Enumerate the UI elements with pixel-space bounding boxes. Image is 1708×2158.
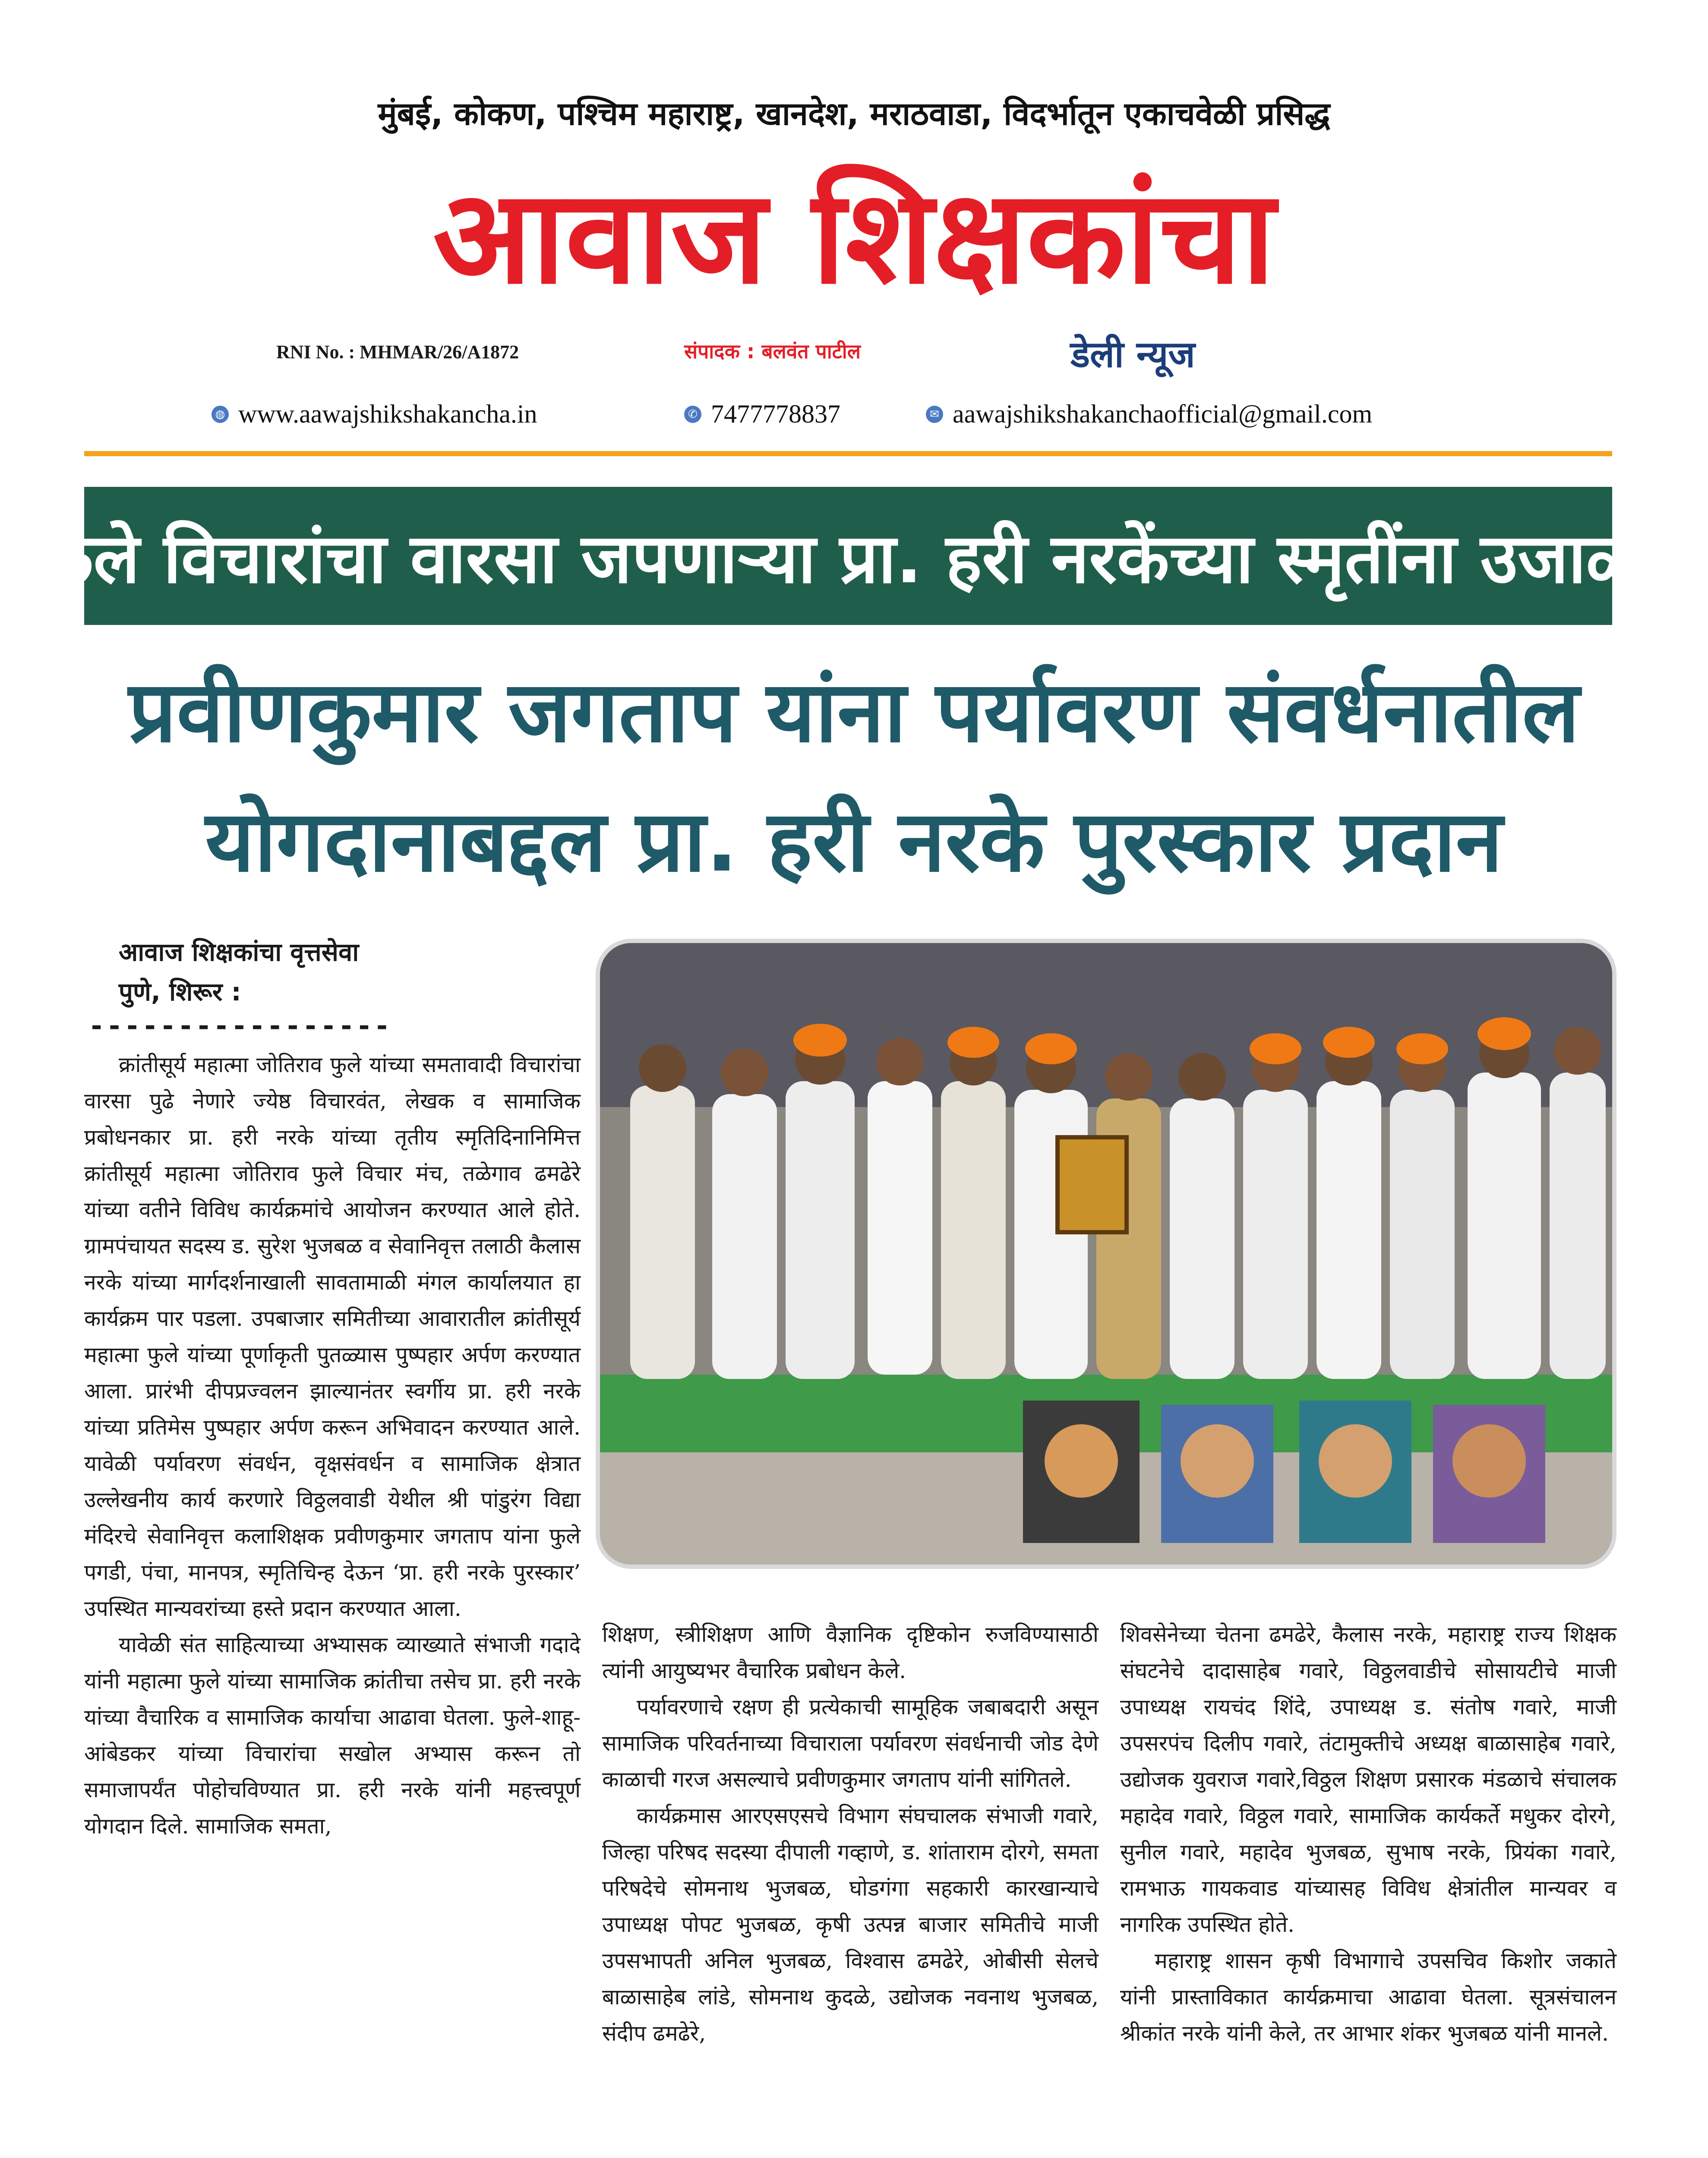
contact-website[interactable] <box>212 399 537 429</box>
editor-credit: संपादक : बलवंत पाटील <box>684 340 861 363</box>
headline-line-2: योगदानाबद्दल प्रा. हरी नरके पुरस्कार प्रदान <box>205 792 1503 891</box>
headline-line-1: प्रवीणकुमार जगताप यांना पर्यावरण संवर्धनातील <box>128 663 1580 761</box>
kicker-banner <box>41 487 1656 625</box>
contact-phone[interactable] <box>684 399 840 429</box>
headline <box>0 647 1708 906</box>
email-text[interactable]: aawajshikshakanchaofficial@gmail.com <box>953 400 1373 428</box>
mail-icon: ✉ <box>926 406 943 423</box>
article-column-1 <box>84 1047 581 1844</box>
header-divider <box>84 451 1612 456</box>
article-column-3 <box>1120 1616 1616 2051</box>
byline-place: पुणे, शिरूर : <box>119 977 241 1006</box>
article-column-2 <box>602 1616 1099 2051</box>
phone-icon: ✆ <box>684 406 701 423</box>
article-paragraph: महाराष्ट्र शासन कृषी विभागाचे उपसचिव किशोर जकाते यांनी प्रास्ताविकात कार्यक्रमाचा आढावा घेतला. सूत्रसंचालन श्रीकांत नरके यांनी केले, तर आभार शंकर भुजबळ यांनी मानले. <box>1120 1948 1616 2046</box>
event-photo <box>600 943 1612 1565</box>
byline-agency: आवाज शिक्षकांचा वृत्तसेवा <box>119 937 359 967</box>
rni-number: RNI No. : MHMAR/26/A1872 <box>276 341 519 363</box>
byline <box>119 932 359 1012</box>
article-paragraph: शिक्षण, स्त्रीशिक्षण आणि वैज्ञानिक दृष्टिकोन रुजविण्यासाठी त्यांनी आयुष्यभर वैचारिक प्रबोधन केले. <box>602 1622 1099 1683</box>
byline-separator: ----------------- <box>88 1010 392 1041</box>
article-paragraph: क्रांतीसूर्य महात्मा जोतिराव फुले यांच्या समतावादी विचारांचा वारसा पुढे नेणारे ज्येष्ठ विचारवंत, लेखक व सामाजिक प्रबोधनकार प्रा. हरी नरके यांच्या तृतीय स्मृतिदिनानिमित्त क्रांतीसूर्य महात्मा जोतिराव फुले विचार मंच, तळेगाव ढमढेरे यांच्या वतीने विविध कार्यक्रमांचे आयोजन करण्यात आले होते. ग्रामपंचायत सदस्य ड. सुरेश भुजबळ व सेवानिवृत्त तलाठी कैलास नरके यांच्या मार्गदर्शनाखाली सावतामाळी मंगल कार्यालयात हा कार्यक्रम पार पडला. उपबाजार समितीच्या आवारातील क्रांतीसूर्य महात्मा फुले यांच्या पूर्णाकृती पुतळ्यास पुष्पहार अर्पण करण्यात आला. प्रारंभी दीपप्रज्वलन झाल्यानंतर स्वर्गीय प्रा. हरी नरके यांच्या प्रतिमेस पुष्पहार अर्पण करून अभिवादन करण्यात आले. यावेळी पर्यावरण संवर्धन, वृक्षसंवर्धन व सामाजिक क्षेत्रात उल्लेखनीय कार्य करणारे विठ्ठलवाडी येथील श्री पांडुरंग विद्या मंदिरचे सेवानिवृत्त कलाशिक्षक प्रवीणकुमार जगताप यांना फुले पगडी, पंचा, मानपत्र, स्मृतिचिन्ह देऊन ‘प्रा. हरी नरके पुरस्कार’ उपस्थित मान्यवरांच्या हस्ते प्रदान करण्यात आला. <box>84 1052 581 1621</box>
daily-news-label: डेली न्यूज <box>1070 333 1195 375</box>
article-paragraph: पर्यावरणाचे रक्षण ही प्रत्येकाची सामूहिक जबाबदारी असून सामाजिक परिवर्तनाच्या विचाराला पर्यावरण संवर्धनाची जोड देणे काळाची गरज असल्याचे प्रवीणकुमार जगताप यांनी सांगितले. <box>602 1694 1099 1792</box>
contact-email[interactable] <box>926 399 1372 429</box>
article-paragraph: कार्यक्रमास आरएसएसचे विभाग संघचालक संभाजी गवारे, जिल्हा परिषद सदस्या दीपाली गव्हाणे, ड. शांताराम दोरगे, समता परिषदेचे सोमनाथ भुजबळ, घोडगंगा सहकारी कारखान्याचे उपाध्यक्ष पोपट भुजबळ, कृषी उत्पन्न बाजार समितीचे माजी उपसभापती अनिल भुजबळ, विश्वास ढमढेरे, ओबीसी सेलचे बाळासाहेब लांडे, सोमनाथ कुदळे, उद्योजक नवनाथ भुजबळ, संदीप ढमढेरे, <box>602 1803 1099 2046</box>
website-text[interactable]: www.aawajshikshakancha.in <box>238 400 537 428</box>
phone-text[interactable]: 7477778837 <box>711 400 840 428</box>
article-paragraph: शिवसेनेच्या चेतना ढमढेरे, कैलास नरके, महाराष्ट्र राज्य शिक्षक संघटनेचे दादासाहेब गवारे, विठ्ठलवाडीचे सोसायटीचे माजी उपाध्यक्ष रायचंद शिंदे, उपाध्यक्ष ड. संतोष गवारे, माजी उपसरपंच दिलीप गवारे, तंटामुक्तीचे अध्यक्ष बाळासाहेब गवारे, उद्योजक युवराज गवारे,विठ्ठल शिक्षण प्रसारक मंडळाचे संचालक महादेव गवारे, विठ्ठल गवारे, सामाजिक कार्यकर्ते मधुकर दोरगे, सुनील गवारे, महादेव भुजबळ, सुभाष नरके, प्रियंका गवारे, रामभाऊ गायकवाड यांच्यासह विविध क्षेत्रांतील मान्यवर व नागरिक उपस्थित होते. <box>1120 1622 1616 1937</box>
globe-icon: ◍ <box>212 406 229 423</box>
masthead-logo: आवाज शिक्षकांचा <box>433 162 1275 312</box>
article-paragraph: यावेळी संत साहित्याच्या अभ्यासक व्याख्याते संभाजी गदादे यांनी महात्मा फुले यांच्या सामाजिक क्रांतीचा तसेच प्रा. हरी नरके यांच्या वैचारिक व सामाजिक कार्याचा आढावा घेतला. फुले-शाहू-आंबेडकर यांच्या विचारांचा सखोल अभ्यास करून तो समाजापर्यंत पोहोचविण्यात प्रा. हरी नरके यांनी महत्त्वपूर्ण योगदान दिले. सामाजिक समता, <box>84 1632 581 1839</box>
kicker-text: फुले विचारांचा वारसा जपणाऱ्या प्रा. हरी नरकेंच्या स्मृतींना उजाळा <box>41 519 1656 599</box>
tagline: मुंबई, कोकण, पश्चिम महाराष्ट्र, खानदेश, मराठवाडा, विदर्भातून एकाचवेळी प्रसिद्ध <box>378 95 1330 133</box>
